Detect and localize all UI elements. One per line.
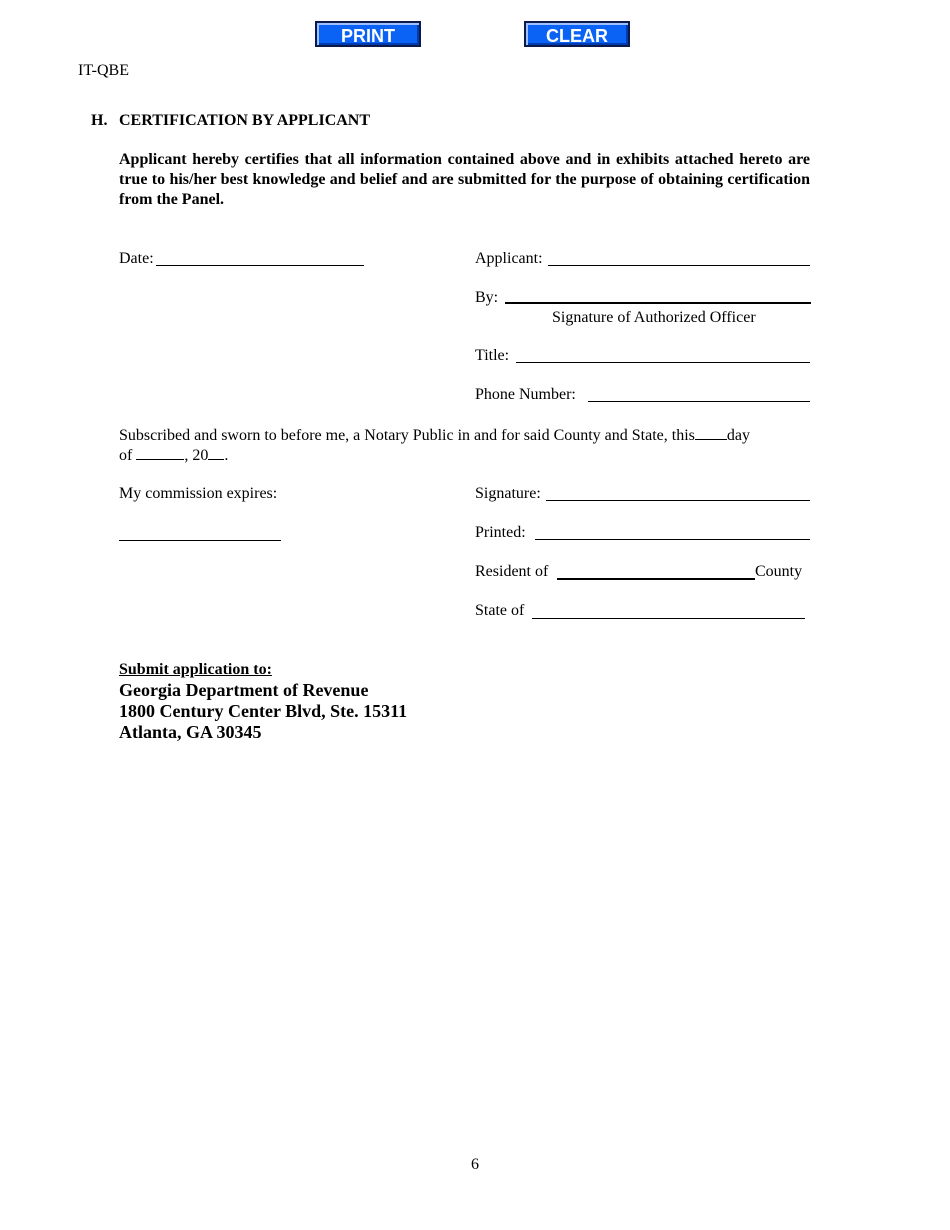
submit-address-line1: Georgia Department of Revenue bbox=[119, 680, 369, 700]
sworn-statement-line2 bbox=[119, 445, 228, 466]
certification-text: Applicant hereby certifies that all information contained above and in exhibits attached hereto are true to his/her best knowledge and belief and are submitted for the purpose of obtaining certification from the Panel. bbox=[119, 151, 810, 208]
resident-county-field[interactable] bbox=[557, 578, 755, 580]
year-prefix: , 20 bbox=[184, 447, 209, 464]
date-field[interactable] bbox=[156, 265, 364, 266]
sworn-statement-text: Subscribed and sworn to before me, a Notary Public in and for said County and State, this bbox=[119, 427, 695, 444]
submit-address-line3: Atlanta, GA 30345 bbox=[119, 722, 262, 742]
section-letter: H. bbox=[91, 112, 108, 129]
date-label: Date: bbox=[119, 250, 154, 267]
notary-signature-field[interactable] bbox=[546, 500, 810, 501]
commission-label: My commission expires: bbox=[119, 485, 278, 502]
year-blank[interactable] bbox=[208, 445, 224, 460]
sworn-statement-line1 bbox=[119, 425, 750, 446]
printed-name-field[interactable] bbox=[535, 539, 810, 540]
page-number: 6 bbox=[471, 1156, 479, 1173]
section-title: CERTIFICATION BY APPLICANT bbox=[119, 112, 371, 129]
applicant-field[interactable] bbox=[548, 265, 810, 266]
phone-label: Phone Number: bbox=[475, 386, 576, 403]
period: . bbox=[224, 447, 229, 464]
submit-heading: Submit application to: bbox=[119, 661, 272, 678]
state-label: State of bbox=[475, 602, 525, 619]
form-id: IT-QBE bbox=[78, 62, 129, 79]
phone-field[interactable] bbox=[588, 401, 810, 402]
county-label: County bbox=[755, 563, 803, 580]
applicant-label: Applicant: bbox=[475, 250, 543, 267]
of-label: of bbox=[119, 447, 133, 464]
title-label: Title: bbox=[475, 347, 510, 364]
by-label: By: bbox=[475, 289, 499, 306]
day-label: day bbox=[726, 427, 750, 444]
title-field[interactable] bbox=[516, 362, 810, 363]
printed-label: Printed: bbox=[475, 524, 526, 541]
submit-address-line2: 1800 Century Center Blvd, Ste. 15311 bbox=[119, 701, 408, 721]
state-field[interactable] bbox=[532, 618, 805, 619]
clear-button[interactable]: CLEAR bbox=[524, 21, 630, 47]
month-blank[interactable] bbox=[136, 445, 184, 460]
day-blank[interactable] bbox=[695, 425, 727, 440]
commission-expires-field[interactable] bbox=[119, 540, 281, 541]
notary-signature-label: Signature: bbox=[475, 485, 541, 502]
authorized-signature-field[interactable] bbox=[505, 302, 811, 304]
resident-label: Resident of bbox=[475, 563, 549, 580]
signature-caption: Signature of Authorized Officer bbox=[552, 309, 756, 326]
print-button[interactable]: PRINT bbox=[315, 21, 421, 47]
